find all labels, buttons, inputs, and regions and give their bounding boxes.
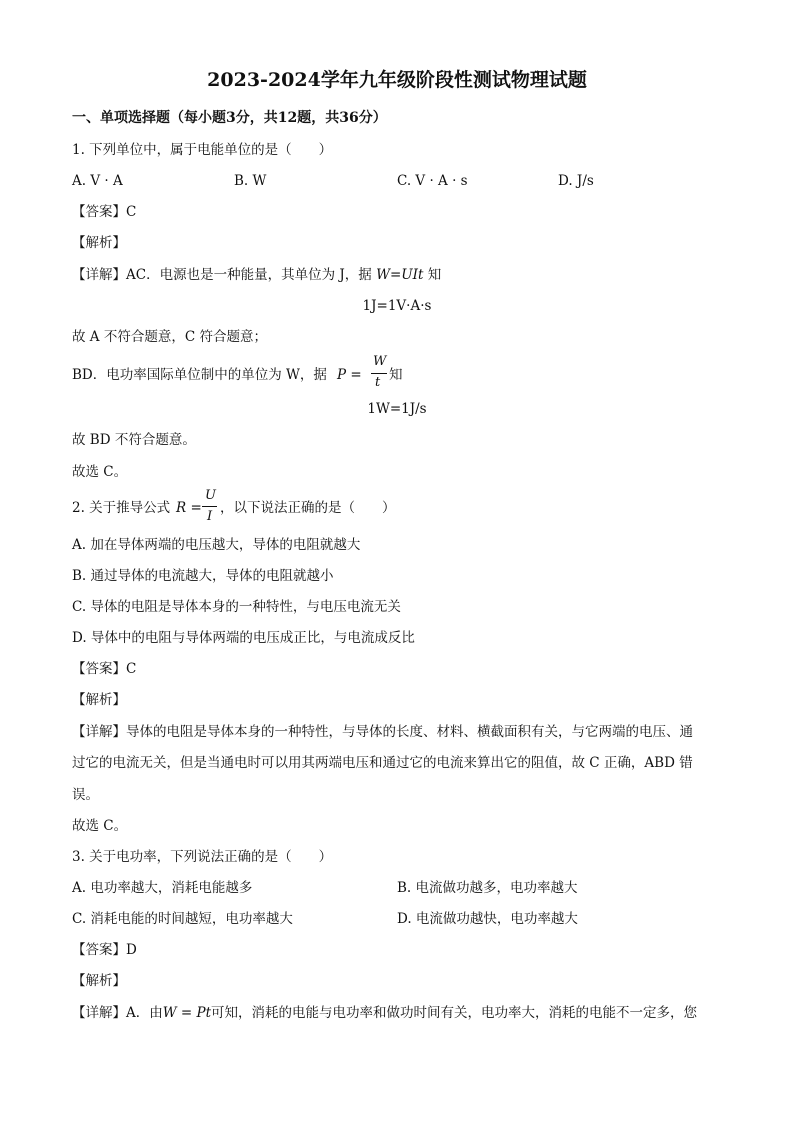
q1-option-a: A. V · A bbox=[72, 173, 123, 189]
q2-detail-line-2: 过它的电流无关，但是当通电时可以用其两端电压和通过它的电流来算出它的阻值，故 C 正确，ABD 错 bbox=[72, 755, 693, 771]
q3-detail-prefix: 【详解】A．由 bbox=[72, 1005, 163, 1021]
q2-analysis-label: 【解析】 bbox=[72, 692, 126, 708]
q1-option-d: D. J/s bbox=[558, 173, 594, 189]
q2-fraction-numerator: U bbox=[205, 488, 216, 503]
q1-option-c: C. V · A · s bbox=[397, 173, 468, 189]
q2-detail-line-1: 【详解】导体的电阻是导体本身的一种特性，与导体的长度、材料、横截面积有关，与它两端的电压、通 bbox=[72, 724, 693, 740]
q1-equation-2: 1W=1J/s bbox=[367, 401, 427, 417]
q1-bd-suffix: 知 bbox=[389, 367, 403, 383]
q2-stem-prefix: 2. 关于推导公式 bbox=[72, 500, 171, 516]
q1-bd-formula-left: P = bbox=[337, 367, 362, 383]
q2-detail-line-3: 误。 bbox=[72, 787, 99, 803]
q1-detail-suffix: 知 bbox=[423, 267, 442, 283]
q2-fraction-denominator: I bbox=[207, 509, 213, 524]
q3-option-a: A. 电功率越大，消耗电能越多 bbox=[72, 880, 253, 896]
q3-stem: 3. 关于电功率，下列说法正确的是（ ） bbox=[72, 849, 333, 865]
q1-line-ac: 故 A 不符合题意，C 符合题意； bbox=[72, 329, 267, 345]
q2-formula-left: R = bbox=[176, 500, 202, 516]
q2-conclusion: 故选 C。 bbox=[72, 818, 128, 834]
q3-detail-suffix: 可知，消耗的电能与电功率和做功时间有关，电功率大，消耗的电能不一定多，您 bbox=[211, 1005, 698, 1021]
q1-stem: 1. 下列单位中，属于电能单位的是（ ） bbox=[72, 142, 333, 158]
page-title: 2023-2024学年九年级阶段性测试物理试题 bbox=[207, 69, 587, 91]
q3-option-d: D. 电流做功越快，电功率越大 bbox=[397, 911, 578, 927]
q1-equation-1: 1J=1V·A·s bbox=[362, 298, 432, 314]
q1-bd-fraction-denominator: t bbox=[375, 375, 381, 390]
q2-option-a: A. 加在导体两端的电压越大，导体的电阻就越大 bbox=[72, 537, 361, 553]
q1-bd-fraction-numerator: W bbox=[373, 354, 387, 369]
q3-detail-line bbox=[72, 1004, 724, 1022]
q3-detail-formula: W = Pt bbox=[162, 1005, 212, 1021]
q1-answer: 【答案】C bbox=[72, 204, 137, 220]
q1-option-b: B. W bbox=[234, 173, 267, 189]
q1-line-bd: 故 BD 不符合题意。 bbox=[72, 432, 196, 448]
q2-option-b: B. 通过导体的电流越大，导体的电阻就越小 bbox=[72, 568, 334, 584]
q1-bd-prefix: BD．电功率国际单位制中的单位为 W，据 bbox=[72, 367, 327, 383]
q1-detail-line bbox=[72, 266, 441, 284]
q2-option-d: D. 导体中的电阻与导体两端的电压成正比，与电流成反比 bbox=[72, 630, 415, 646]
q3-answer: 【答案】D bbox=[72, 942, 137, 958]
q2-stem-suffix: ，以下说法正确的是（ ） bbox=[220, 500, 396, 516]
q3-option-c: C. 消耗电能的时间越短，电功率越大 bbox=[72, 911, 293, 927]
q3-option-b: B. 电流做功越多，电功率越大 bbox=[397, 880, 578, 896]
q2-option-c: C. 导体的电阻是导体本身的一种特性，与电压电流无关 bbox=[72, 599, 401, 615]
q1-analysis-label: 【解析】 bbox=[72, 235, 126, 251]
q1-detail-prefix: 【详解】AC．电源也是一种能量，其单位为 J，据 bbox=[72, 267, 377, 283]
q2-answer: 【答案】C bbox=[72, 661, 137, 677]
q2-fraction-bar bbox=[202, 506, 217, 507]
q1-detail-formula: W=UIt bbox=[376, 267, 424, 283]
q1-bd-fraction-bar bbox=[371, 373, 387, 374]
section-heading: 一、单项选择题（每小题3分，共12题，共36分） bbox=[72, 110, 387, 126]
q1-conclusion: 故选 C。 bbox=[72, 464, 128, 480]
q3-analysis-label: 【解析】 bbox=[72, 973, 126, 989]
